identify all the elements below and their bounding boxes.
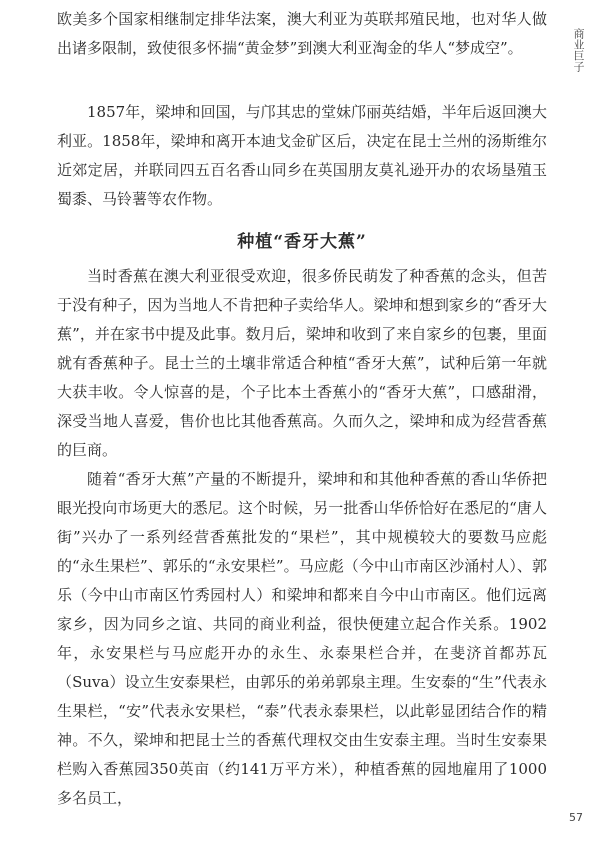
section-heading: 种植“香牙大蕉” [237, 232, 367, 252]
paragraph: 当时香蕉在澳大利亚很受欢迎，很多侨民萌发了种香蕉的念头，但苦于没有种子，因为当地人不肯把种子卖给华人。梁坤和想到家乡的“香牙大蕉”，并在家书中提及此事。数月后，梁坤和收到了来自家乡的包裹，里面就有香蕉种子。昆士兰的土壤非常适合种植“香牙大蕉”，试种后第一年就大获丰收。令人惊喜的是，个子比本土香蕉小的“香牙大蕉”，口感甜滑，深受当地人喜爱，售价也比其他香蕉高。久而久之，梁坤和成为经营香蕉的巨商。 [57, 267, 547, 459]
paragraph-block [57, 5, 547, 63]
paragraph-block [57, 262, 547, 813]
running-header-label: 商业巨子 [572, 28, 585, 72]
paragraph: 1857年，梁坤和回国，与邝其忠的堂妹邝丽英结婚，半年后返回澳大利亚。1858年，梁坤和离开本迪戈金矿区后，决定在昆士兰州的汤斯维尔近郊定居，并联同四五百名香山同乡在英国朋友莫礼逊开办的农场垦殖玉蜀黍、马铃薯等农作物。 [57, 103, 547, 208]
paragraph: 欧美多个国家相继制定排华法案，澳大利亚为英联邦殖民地，也对华人做出诸多限制，致使很多怀揣“黄金梦”到澳大利亚淘金的华人“梦成空”。 [57, 10, 547, 57]
paragraph-block [57, 98, 547, 214]
page-number: 57 [569, 811, 583, 824]
paragraph: 随着“香牙大蕉”产量的不断提升，梁坤和和其他种香蕉的香山华侨把眼光投向市场更大的悉尼。这个时候，另一批香山华侨恰好在悉尼的“唐人街”兴办了一系列经营香蕉批发的“果栏”，其中规模较大的要数马应彪的“永生果栏”、郭乐的“永安果栏”。马应彪（今中山市南区沙涌村人）、郭乐（今中山市南区竹秀园村人）和梁坤和都来自今中山市南区。他们远离家乡，因为同乡之谊、共同的商业利益，很快便建立起合作关系。1902年，永安果栏与马应彪开办的永生、永泰果栏合并，在斐济首都苏瓦（Suva）设立生安泰果栏，由郭乐的弟弟郭泉主理。生安泰的“生”代表永生果栏，“安”代表永安果栏，“泰”代表永泰果栏，以此彰显团结合作的精神。不久，梁坤和把昆士兰的香蕉代理权交由生安泰主理。当时生安泰果栏购入香蕉园350英亩（约141万平方米），种植香蕉的园地雇用了1000多名员工， [57, 470, 547, 807]
